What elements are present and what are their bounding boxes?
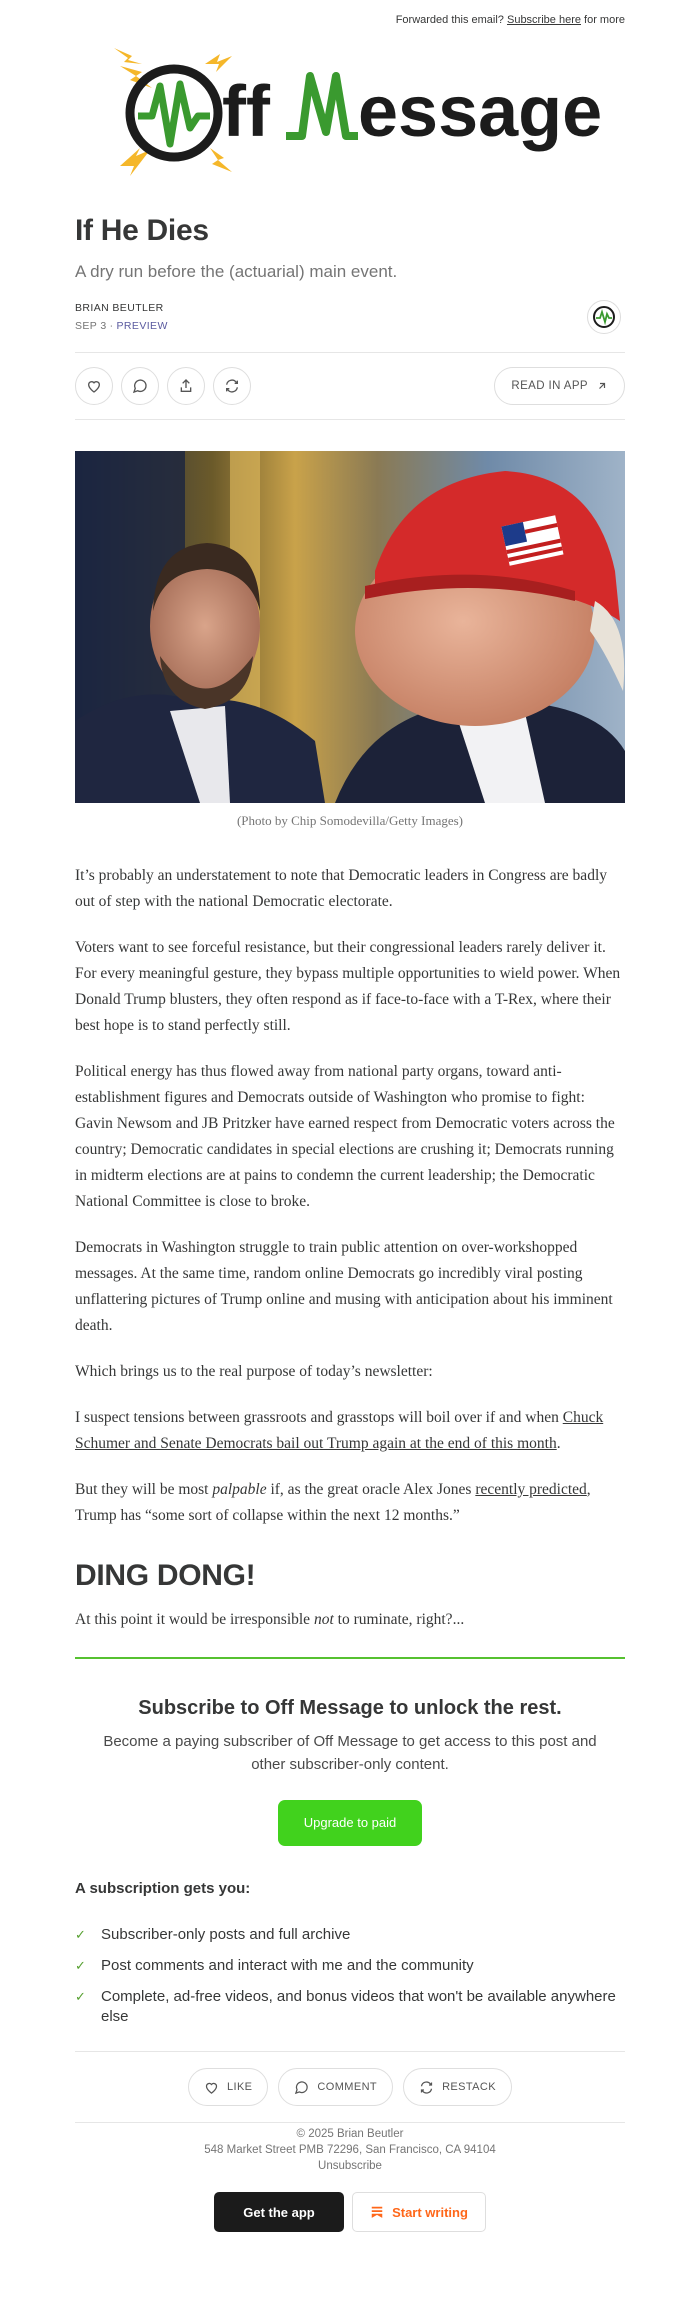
heart-icon [204, 2080, 219, 2095]
upgrade-to-paid-button[interactable]: Upgrade to paid [278, 1800, 422, 1846]
logo-m-pulse [286, 76, 358, 136]
post-content [75, 214, 625, 2232]
hero-caption: (Photo by Chip Somodevilla/Getty Images) [236, 813, 464, 828]
author-avatar[interactable] [587, 300, 621, 334]
footer-comment-button[interactable]: COMMENT [278, 2068, 393, 2106]
paragraph: Political energy has thus flowed away from national party organs, toward anti-establishment figures and Democrats outside of Washington who promise to fight: Gavin Newsom and JB Pritzker have earned respect from Democratic voters across the country; Democratic candidates in special elections are crushing it; Democrats running in midterm elections are at pains to condemn the current leadership; the Democratic National Committee is close to broke. [75, 1063, 615, 1210]
read-in-app-button[interactable]: READ IN APP [494, 367, 625, 405]
paragraph: It’s probably an understatement to note that Democratic leaders in Congress are badly out of step with the national Democratic electorate. [75, 867, 607, 910]
restack-button[interactable] [213, 367, 251, 405]
paywall [75, 1657, 625, 2027]
get-the-app-button[interactable]: Get the app [214, 2192, 344, 2232]
off-message-logo[interactable] [90, 36, 610, 186]
post-actions-bar [75, 352, 625, 420]
footer-like-button[interactable]: LIKE [188, 2068, 268, 2106]
post-meta [75, 302, 625, 334]
post-subtitle: A dry run before the (actuarial) main event. [75, 262, 398, 281]
hero-image[interactable] [75, 451, 625, 803]
post-date: SEP 3 ∙ PREVIEW [75, 320, 168, 332]
mailing-address: 548 Market Street PMB 72296, San Francisco, CA 94104 [204, 2144, 496, 2156]
list-item: ✓ Subscriber-only posts and full archive [75, 1926, 351, 1943]
post-title[interactable]: If He Dies [75, 214, 209, 247]
paragraph: Voters want to see forceful resistance, but their congressional leaders rarely deliver it. For every meaningful gesture, they bypass multiple opportunities to wield power. When Donald Trump blusters, they often respond as if face-to-face with a T-Rex, where their best hope is to stand perfectly still. [75, 939, 621, 1034]
logo-pulse-line [138, 84, 210, 144]
substack-icon [370, 2205, 384, 2219]
subscription-benefits-heading: A subscription gets you: [75, 1880, 251, 1897]
arrow-up-right-icon [596, 380, 608, 392]
list-item: ✓ Post comments and interact with me and the community [75, 1957, 474, 1974]
preview-label: PREVIEW [116, 320, 168, 332]
comment-button[interactable] [121, 367, 159, 405]
comment-icon [132, 378, 148, 394]
heart-icon [86, 378, 102, 394]
paywall-title: Subscribe to Off Message to unlock the rest. [138, 1697, 562, 1719]
check-icon: ✓ [75, 1989, 86, 2004]
author-name[interactable]: BRIAN BEUTLER [75, 302, 164, 314]
start-writing-button[interactable]: Start writing [352, 2192, 486, 2232]
footer-info [75, 2122, 625, 2174]
hero-photo [75, 451, 625, 803]
share-icon [178, 378, 194, 394]
unsubscribe-link[interactable]: Unsubscribe [318, 2160, 382, 2172]
paragraph: Which brings us to the real purpose of today’s newsletter: [75, 1363, 433, 1380]
comment-icon [294, 2080, 309, 2095]
paragraph: But they will be most palpable if, as the great oracle Alex Jones recently predicted, Trump has “some sort of collapse within the next 12 months.” [75, 1481, 591, 1524]
paragraph: At this point it would be irresponsible not to ruminate, right?... [75, 1611, 465, 1628]
footer-buttons [75, 2192, 625, 2232]
copyright: © 2025 Brian Beutler [296, 2128, 404, 2140]
subscribe-here-link[interactable]: Subscribe here [506, 14, 581, 26]
benefits-list [75, 1925, 625, 2027]
restack-icon [419, 2080, 434, 2095]
forwarded-notice: Forwarded this email? Subscribe here for more [395, 14, 625, 26]
check-icon: ✓ [75, 1927, 86, 1942]
logo-essage-text: essage [358, 72, 603, 152]
paywall-text: Become a paying subscriber of Off Message to get access to this post and other subscriber-only content. [103, 1733, 597, 1773]
recently-predicted-link[interactable]: recently predicted [475, 1481, 587, 1498]
section-heading: DING DONG! [75, 1559, 256, 1592]
logo-ff-text: ff [222, 72, 270, 152]
footer-restack-button[interactable]: RESTACK [403, 2068, 512, 2106]
like-button[interactable] [75, 367, 113, 405]
share-button[interactable] [167, 367, 205, 405]
post-body [75, 863, 625, 1633]
list-item: ✓ Complete, ad-free videos, and bonus videos that won't be available anywhere else [75, 1988, 616, 2025]
check-icon: ✓ [75, 1958, 86, 1973]
footer-actions [75, 2051, 625, 2106]
paragraph: Democrats in Washington struggle to train public attention on over-workshopped messages. At the same time, random online Democrats go incredibly viral posting unflattering pictures of Trump online and musing with anticipation about his imminent death. [75, 1239, 613, 1334]
avatar-logo-icon [592, 305, 616, 329]
restack-icon [224, 378, 240, 394]
paragraph: I suspect tensions between grassroots and grasstops will boil over if and when Chuck Schumer and Senate Democrats bail out Trump again at the end of this month. [75, 1409, 604, 1452]
schumer-bailout-link[interactable]: Chuck Schumer and Senate Democrats bail out Trump again at the end of this month [75, 1409, 604, 1452]
